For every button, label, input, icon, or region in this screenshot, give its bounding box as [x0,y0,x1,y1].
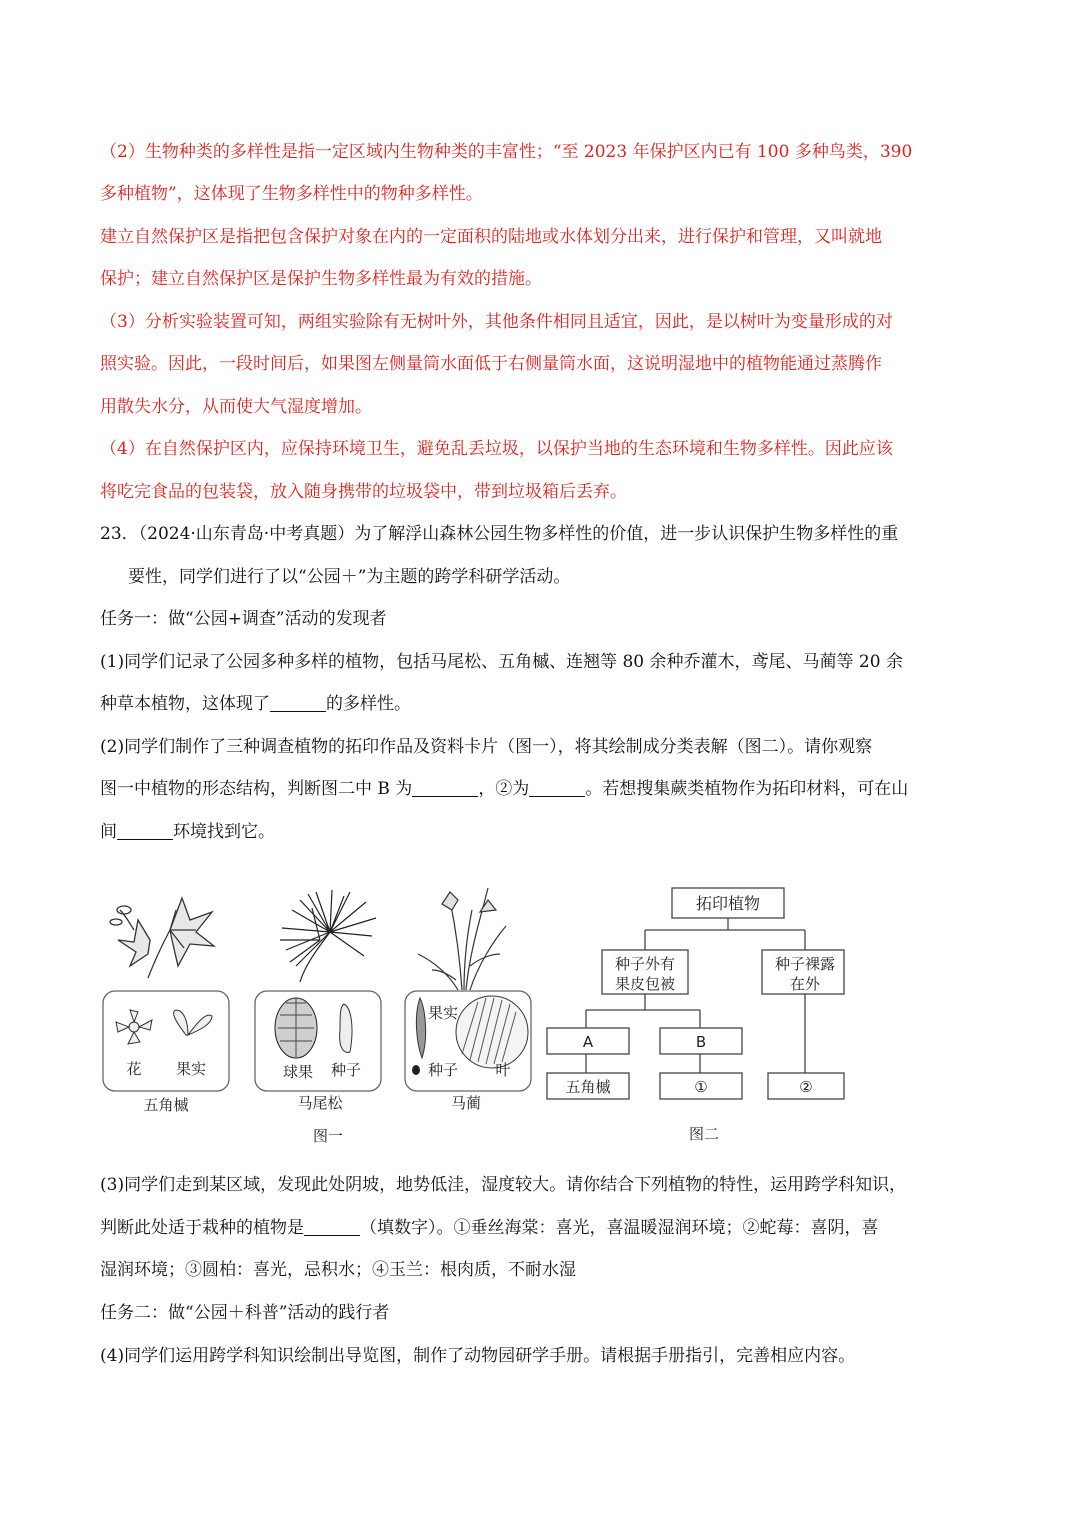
task2-heading: 任务二：做“公园＋科普”活动的践行者 [100,1303,390,1323]
q2-blank-fern[interactable] [117,821,173,840]
q2-line2-text-a: 图一中植物的形态结构，判断图二中 B 为 [100,779,413,799]
tree-right-label-line2: 在外 [789,975,821,993]
answer-p4-line2: 将吃完食品的包装袋，放入随身携带的垃圾袋中，带到垃圾箱后丢弃。 [100,482,627,502]
q2-line3-text-b: 环境找到它。 [173,822,275,842]
figure2-caption: 图二 [688,1125,720,1143]
iris-fruit-icon [416,998,425,1058]
q1-blank[interactable] [270,693,326,712]
q2-line2 [100,777,908,801]
tree-a-label: A [582,1033,594,1051]
q2-line2-text-c: 。若想搜集蕨类植物作为拓印材料，可在山 [585,779,909,799]
pine-card-label-seed: 种子 [330,1061,362,1079]
pine-cone-icon [275,998,317,1058]
answer-p2b-line1: 建立自然保护区是指把包含保护对象在内的一定面积的陆地或水体划分出来，进行保护和管理，又叫就地 [100,227,882,247]
tree-b-child-label: ① [694,1078,708,1096]
maple-fruit-icon [174,1010,212,1035]
maple-card [103,991,229,1091]
answer-p2-line1: （2）生物种类的多样性是指一定区域内生物种类的丰富性；“至 2023 年保护区内已有 100 多种鸟类，390 [100,142,913,162]
q4-line1: (4)同学们运用跨学科知识绘制出导览图，制作了动物园研学手册。请根据手册指引，完善相应内容。 [100,1346,856,1366]
q3-line3: 湿润环境；③圆柏：喜光，忌积水；④玉兰：根肉质，不耐水湿 [100,1260,576,1280]
tree-left-label-line2: 果皮包被 [614,975,676,993]
maple-flower-icon [116,1010,152,1044]
figures [0,870,1080,1160]
question-stem-line2: 要性，同学们进行了以“公园＋”为主题的跨学科研学活动。 [128,567,571,587]
tree-b-label: B [695,1033,707,1051]
pine-card-label-cone: 球果 [282,1063,314,1081]
iris-card-label-seed: 种子 [427,1061,459,1079]
maple-branch-illustration [110,898,214,978]
iris-card-label-fruit: 果实 [427,1004,459,1022]
answer-p2-line2: 多种植物”，这体现了生物多样性中的物种多样性。 [100,184,483,204]
tree-left-label-line1: 种子外有 [614,955,676,973]
pine-card [255,991,381,1091]
tree-root-label: 拓印植物 [695,894,761,913]
answer-p3-line3: 用散失水分，从而使大气湿度增加。 [100,397,372,417]
iris-card-name: 马蔺 [450,1094,482,1112]
q2-blank-2[interactable] [529,778,585,797]
q1-line1: (1)同学们记录了公园多种多样的植物，包括马尾松、五角槭、连翘等 80 余种乔灌木，鸢尾、马蔺等 20 余 [100,652,903,672]
q3-line2-text-b: （填数字）。①垂丝海棠：喜光，喜温暖湿润环境；②蛇莓：喜阴，喜 [360,1218,879,1238]
figure2-tree [547,888,844,1099]
figure1-caption: 图一 [312,1127,344,1145]
answer-p2b-line2: 保护；建立自然保护区是保护生物多样性最为有效的措施。 [100,269,542,289]
maple-card-label-flower: 花 [126,1060,142,1078]
question-stem-line1: 23．（2024·山东青岛·中考真题）为了解浮山森林公园生物多样性的价值，进一步认识保护生物多样性的重 [100,524,899,544]
q3-blank[interactable] [304,1217,360,1236]
tree-right-child-label: ② [799,1078,813,1096]
maple-card-label-fruit: 果实 [175,1060,207,1078]
tree-right-label-line1: 种子裸露 [774,955,836,973]
tree-a-child-label: 五角槭 [565,1078,611,1096]
iris-plant-illustration [418,888,506,990]
answer-p4-line1: （4）在自然保护区内，应保持环境卫生，避免乱丢垃圾，以保护当地的生态环境和生物多样性。因此应该 [100,439,893,459]
task1-heading: 任务一：做“公园+调查”活动的发现者 [100,609,387,629]
q1-line2 [100,692,411,716]
q2-blank-b[interactable] [412,778,478,797]
iris-leaf-icon [456,996,528,1068]
q2-line1: (2)同学们制作了三种调查植物的拓印作品及资料卡片（图一），将其绘制成分类表解（图二）。请你观察 [100,737,873,757]
pine-branch-illustration [280,890,376,982]
q2-line3-text-a: 间 [100,822,117,842]
q3-line1: (3)同学们走到某区域，发现此处阴坡，地势低洼，湿度较大。请你结合下列植物的特性，运用跨学科知识， [100,1175,907,1195]
q1-line2-text-a: 种草本植物，这体现了 [100,694,270,714]
answer-p3-line2: 照实验。因此，一段时间后，如果图左侧量筒水面低于右侧量筒水面，这说明湿地中的植物能通过蒸腾作 [100,354,882,374]
iris-seed-icon [412,1065,420,1075]
pine-seed-icon [340,1004,352,1052]
iris-card-label-leaf: 叶 [495,1061,511,1079]
q1-line2-text-b: 的多样性。 [326,694,411,714]
answer-p3-line1: （3）分析实验装置可知，两组实验除有无树叶外，其他条件相同且适宜，因此，是以树叶为变量形成的对 [100,312,893,332]
q2-line3 [100,820,275,844]
q3-line2-text-a: 判断此处适于栽种的植物是 [100,1218,304,1238]
maple-card-name: 五角槭 [143,1096,189,1114]
q2-line2-text-b: ，②为 [478,779,530,799]
pine-card-name: 马尾松 [297,1094,343,1112]
q3-line2 [100,1216,879,1240]
